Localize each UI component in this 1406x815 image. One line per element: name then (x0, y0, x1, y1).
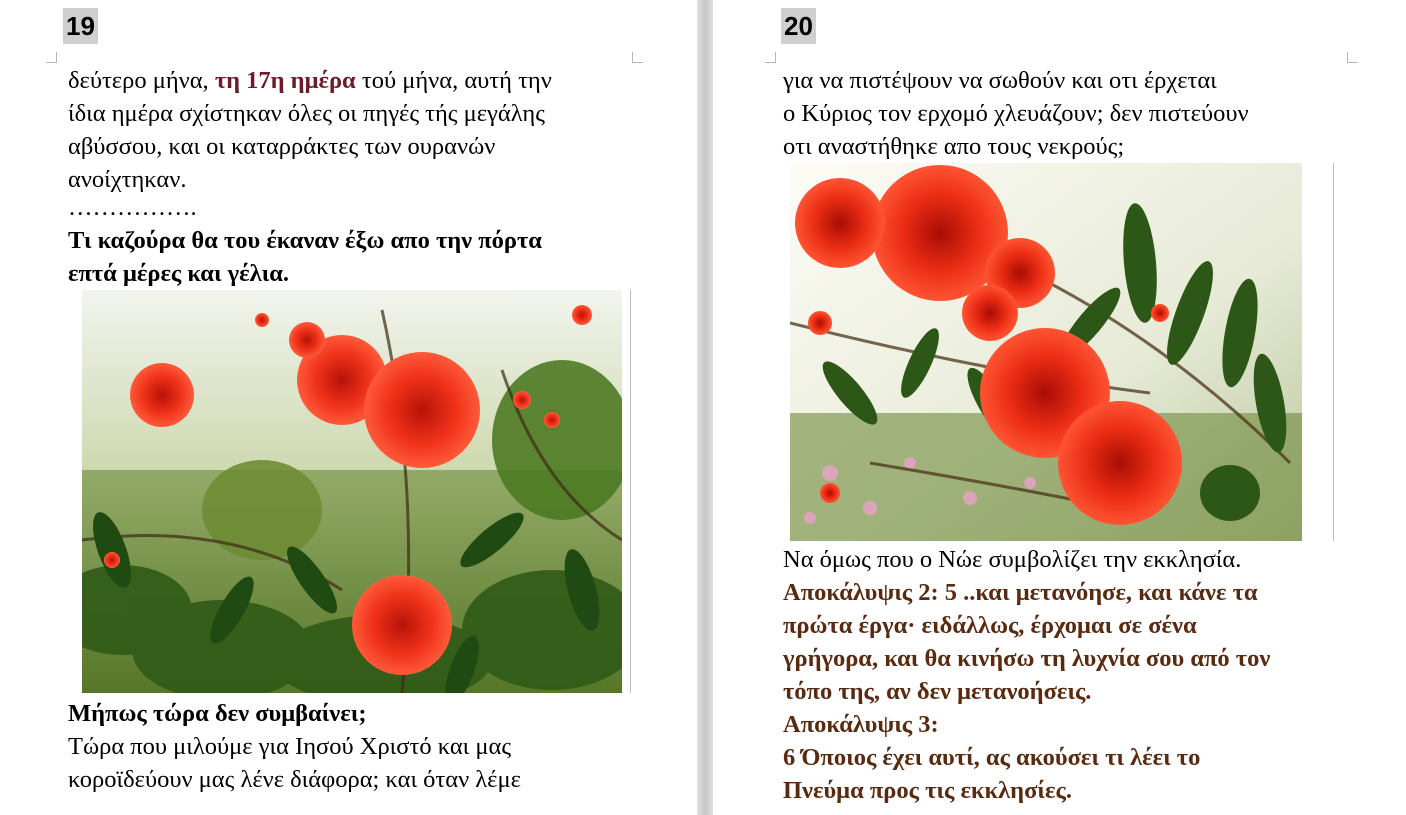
text-line: δεύτερο μήνα, τη 17η ημέρα τού μήνα, αυτή την (68, 67, 552, 94)
margin-corner-mark (1347, 52, 1358, 63)
text-line: κοροϊδεύουν μας λένε διάφορα; και όταν λέμε (68, 766, 521, 793)
text-line-bold: επτά μέρες και γέλια. (68, 260, 290, 287)
text-line: ο Κύριος τον ερχομό χλευάζουν; δεν πιστεύουν (783, 100, 1249, 127)
page-number: 19 (63, 8, 98, 44)
scripture-line: Πνεύμα προς τις εκκλησίες. (783, 777, 1072, 804)
pomegranate-flowers-photo[interactable] (790, 163, 1302, 541)
scripture-line: τόπο της, αν δεν μετανοήσεις. (783, 678, 1092, 705)
text-block-bottom[interactable] (68, 697, 521, 796)
text-line: ανοίχτηκαν. (68, 166, 187, 193)
frame-edge (630, 290, 631, 693)
scripture-line: Αποκάλυψις 3: (783, 711, 939, 738)
page-number: 20 (781, 8, 816, 44)
text-block-bottom[interactable] (783, 543, 1270, 807)
text-line: για να πιστέψουν να σωθούν και οτι έρχεται (783, 67, 1217, 94)
margin-corner-mark (632, 52, 643, 63)
text-block-top[interactable] (783, 64, 1249, 163)
text-line: Τώρα που μιλούμε για Ιησού Χριστό και μας (68, 733, 512, 760)
margin-corner-mark (765, 52, 776, 63)
scripture-line: γρήγορα, και θα κινήσω τη λυχνία σου από τον (783, 645, 1271, 672)
text-line: Να όμως που ο Νώε συμβολίζει την εκκλησία. (783, 546, 1242, 573)
text-line: αβύσσου, και οι καταρράκτες των ουρανών (68, 133, 496, 160)
scripture-line: 6 Όποιος έχει αυτί, ας ακούσει τι λέει το (783, 744, 1201, 771)
pomegranate-flowers-photo[interactable] (82, 290, 622, 693)
text-line-bold: Τι καζούρα θα του έκαναν έξω απο την πόρτα (68, 227, 542, 254)
text-line: ίδια ημέρα σχίστηκαν όλες οι πηγές τής μεγάλης (68, 100, 545, 127)
highlighted-date: τη 17η ημέρα (214, 67, 356, 94)
document-page-left (0, 0, 697, 815)
margin-corner-mark (46, 52, 57, 63)
scripture-line: Αποκάλυψις 2: 5 ..και μετανόησε, και κάνε τα (783, 579, 1258, 606)
page-gutter (697, 0, 713, 815)
ellipsis-line: ……………. (68, 194, 197, 221)
text-block-top[interactable] (68, 64, 552, 290)
frame-edge (1333, 163, 1334, 541)
scripture-line: πρώτα έργα· ειδάλλως, έρχομαι σε σένα (783, 612, 1197, 639)
document-page-right (713, 0, 1406, 815)
text-line: οτι αναστήθηκε απο τους νεκρούς; (783, 133, 1125, 160)
text-line-bold: Μήπως τώρα δεν συμβαίνει; (68, 700, 367, 727)
